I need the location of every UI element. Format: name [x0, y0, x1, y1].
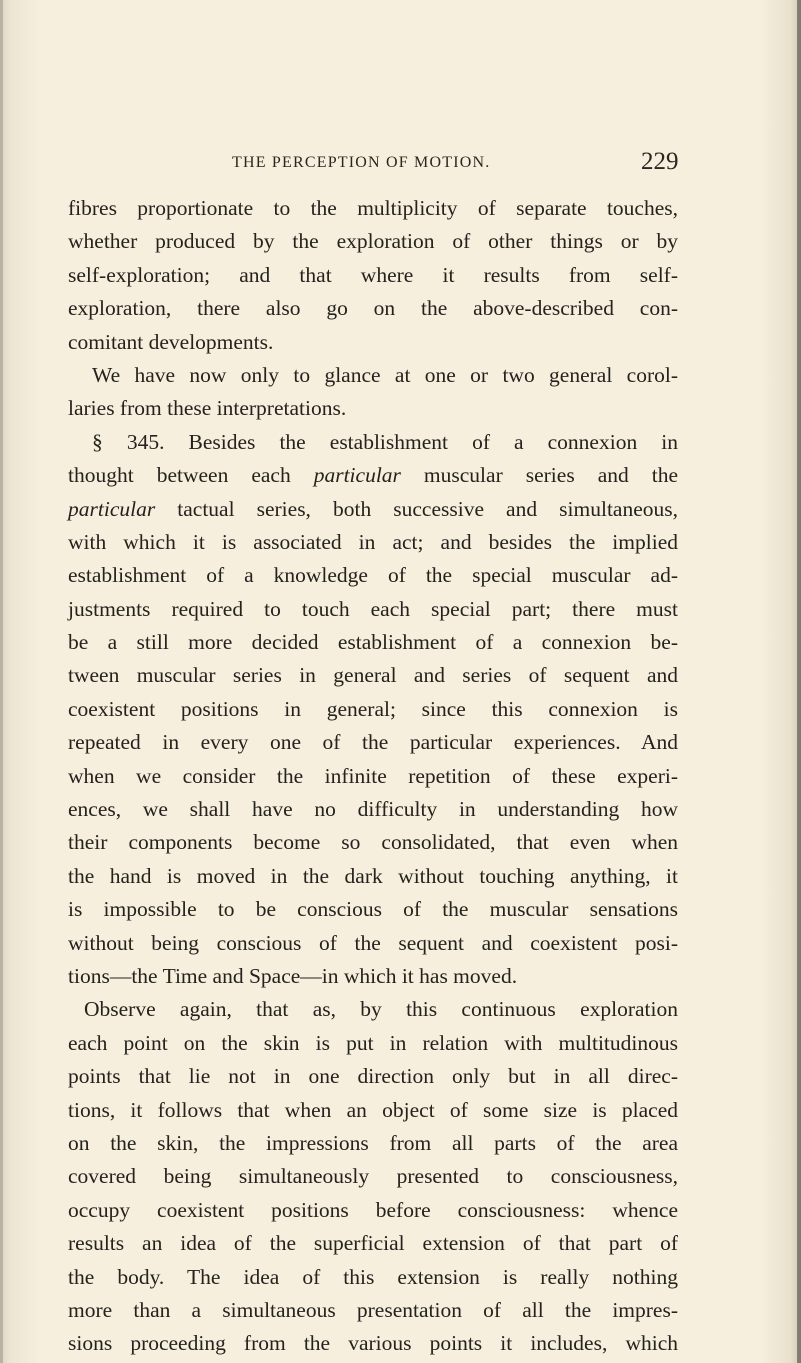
text-line: covered being simultaneously presented to consciousness, — [68, 1164, 678, 1189]
text-line: tween muscular series in general and series of sequent and — [68, 663, 678, 688]
text-line: occupy coexistent positions before consciousness: whence — [68, 1197, 678, 1222]
page-number: 229 — [641, 148, 679, 175]
text-line — [68, 459, 678, 492]
text-span: muscular series and the — [400, 463, 679, 488]
text-line: without being conscious of the sequent and coexistent posi- — [68, 930, 678, 955]
text-line: ences, we shall have no difficulty in understanding how — [68, 797, 678, 822]
page-right-edge — [797, 0, 801, 1363]
text-line: is impossible to be conscious of the muscular sensations — [68, 897, 678, 922]
text-line: results an idea of the superficial extension of that part of — [68, 1231, 678, 1256]
text-line: laries from these interpretations. — [68, 396, 347, 421]
text-line: sions proceeding from the various points it includes, which — [68, 1331, 678, 1356]
text-line: with which it is associated in act; and besides the implied — [68, 529, 678, 554]
text-line: establishment of a knowledge of the special muscular ad- — [68, 563, 678, 588]
text-line: comitant developments. — [68, 329, 274, 354]
text-line: § 345. Besides the establishment of a connexion in — [92, 429, 678, 454]
text-line: Observe again, that as, by this continuous exploration — [84, 997, 678, 1022]
body-text — [68, 192, 678, 1361]
text-line: whether produced by the exploration of other things or by — [68, 229, 678, 254]
text-span: thought between each — [68, 463, 314, 488]
text-line: when we consider the infinite repetition of these experi- — [68, 763, 678, 788]
running-title: THE PERCEPTION OF MOTION. — [232, 154, 491, 171]
text-line: exploration, there also go on the above-described con- — [68, 296, 678, 321]
text-line: their components become so consolidated, that even when — [68, 830, 678, 855]
text-line: tions, it follows that when an object of some size is placed — [68, 1097, 678, 1122]
text-line: coexistent positions in general; since this connexion is — [68, 696, 678, 721]
text-line: on the skin, the impressions from all parts of the area — [68, 1130, 678, 1155]
text-line: We have now only to glance at one or two general corol- — [92, 362, 678, 387]
text-line: the body. The idea of this extension is really nothing — [68, 1264, 678, 1289]
italic-word: particular — [313, 463, 401, 488]
text-line: be a still more decided establishment of a connexion be- — [68, 630, 678, 655]
text-line — [68, 493, 678, 526]
text-line: each point on the skin is put in relation with multitudinous — [68, 1030, 678, 1055]
text-line: the hand is moved in the dark without touching anything, it — [68, 863, 678, 888]
text-line: repeated in every one of the particular experiences. And — [68, 730, 678, 755]
page-left-edge — [0, 0, 3, 1363]
text-line: more than a simultaneous presentation of all the impres- — [68, 1297, 678, 1322]
text-span: tactual series, both successive and simultaneous, — [155, 496, 678, 521]
text-line: points that lie not in one direction only but in all direc- — [68, 1064, 678, 1089]
text-line: tions—the Time and Space—in which it has moved. — [68, 963, 518, 988]
text-line: fibres proportionate to the multiplicity of separate touches, — [68, 196, 678, 220]
text-line: self-exploration; and that where it results from self- — [68, 262, 678, 287]
text-line: justments required to touch each special part; there must — [68, 596, 678, 621]
italic-word: particular — [68, 496, 156, 521]
